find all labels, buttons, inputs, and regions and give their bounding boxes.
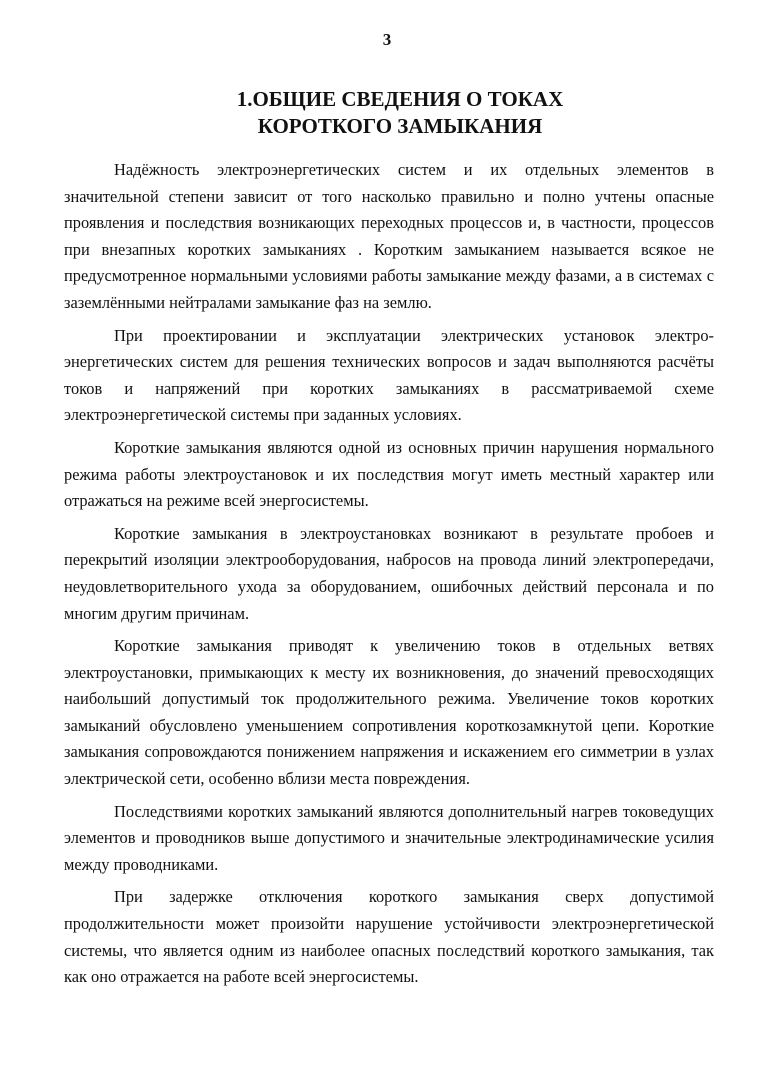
section-title bbox=[160, 86, 640, 140]
section-title-line-1: 1.ОБЩИЕ СВЕДЕНИЯ О ТОКАХ bbox=[236, 87, 564, 111]
paragraph-stability: При задержке отключения короткого замыкания сверх допустимой продолжительности может произойти нарушение устойчивости электроэнергетической системы, что является одним из наиболее опасных последствий короткого замыкания, так как оно отражается на работе всей энергосистемы. bbox=[64, 887, 714, 987]
section-title-line-2: КОРОТКОГО ЗАМЫКАНИЯ bbox=[257, 114, 543, 138]
paragraph-main-causes: Короткие замыкания являются одной из основных причин нарушения нормального режима работы электроустановок и их последствия могут иметь местный характер или отражаться на режиме всей энергосистемы. bbox=[64, 437, 714, 511]
paragraph-current-increase: Короткие замыкания приводят к увеличению токов в отдельных ветвях электроустановки, примыкающих к месту их возникновения, до значений превосходящих наибольший допустимый ток продолжительного режима. Увеличение токов коротких замыканий обусловлено уменьшением сопротивления короткозамкнутой цепи. Короткие замыкания сопровождаются понижением напряжения и искажением его симметрии в узлах электрической сети, особенно вблизи места повреждения. bbox=[64, 636, 714, 789]
paragraph-reliability: Надёжность электроэнергетических систем и их отдельных элементов в значительной степени зависит от того насколько правильно и полно учтены опасные проявления и последствия возникающих переходных процессов и, в частности, процессов при внезапных коротких замыканиях . Коротким замыканием называется всякое не предусмотренное нормальными условиями работы замыкание между фазами, а в системах с заземлёнными нейтралами замыкание фаз на землю. bbox=[64, 160, 714, 312]
paragraph-consequences: Последствиями коротких замыканий являются дополнительный нагрев токоведущих элементов и проводников выше допустимого и значительные электродинамические усилия между проводниками. bbox=[64, 801, 714, 874]
paragraph-design-calculations: При проектировании и эксплуатации электрических установок электроэнергетических систем для решения технических вопросов и задач выполняются расчёты токов и напряжений при коротких замыканиях в рассматриваемой схеме электроэнергетической системы при заданных условиях. bbox=[64, 325, 714, 425]
paragraph-origins: Короткие замыкания в электроустановках возникают в результате пробоев и перекрытий изоляции электрооборудования, набросов на провода линий электропередачи, неудовлетворительного ухода за оборудованием, ошибочных действий персонала и по многим другим причинам. bbox=[64, 523, 714, 623]
body-text bbox=[64, 157, 714, 991]
page-number: 3 bbox=[382, 30, 392, 49]
